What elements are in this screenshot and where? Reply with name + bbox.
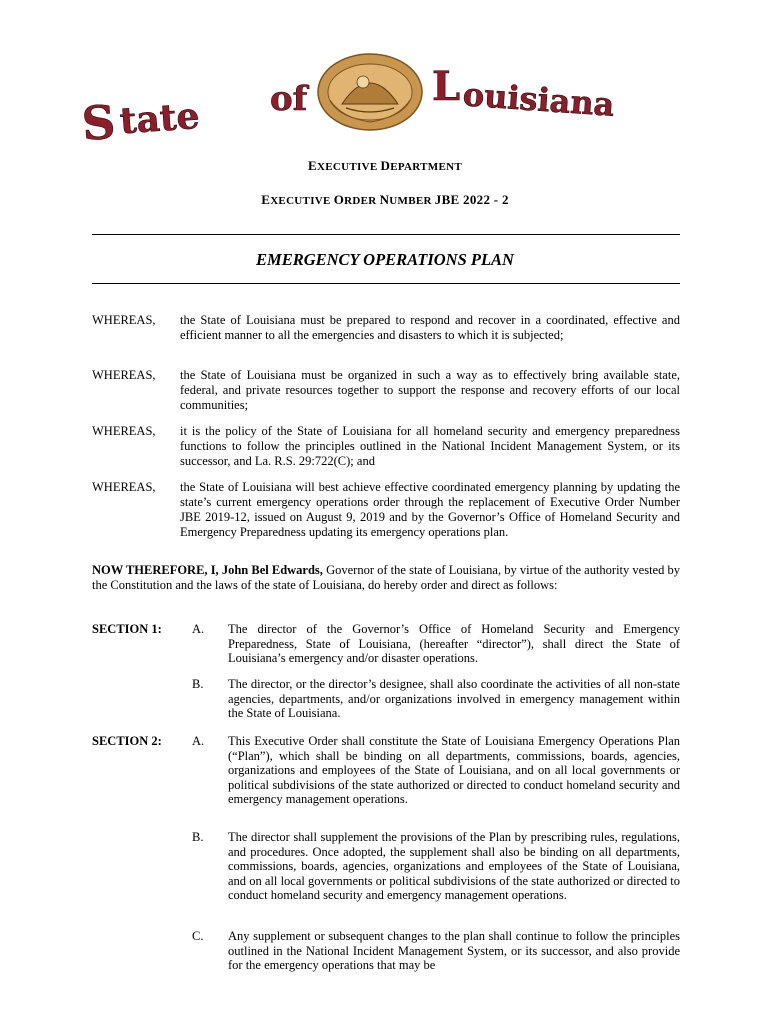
now-therefore-paragraph: [92, 563, 680, 593]
whereas-text: the State of Louisiana must be prepared to respond and recover in a coordinated, effective and efficient manner to all the emergencies and disasters to which it is subjected;: [180, 313, 680, 342]
item-letter: A.: [192, 622, 205, 636]
state-seal-logo: [80, 52, 680, 152]
svg-text:L: L: [432, 63, 461, 110]
whereas-text: the State of Louisiana will best achieve effective coordinated emergency planning by updating the state’s current emergency operations order through the replacement of Executive Order Number JBE 2019-12, issued on August 9, 2019 and by the Governor’s Office of Homeland Security and Emergency Preparedness updating its emergency operations plan.: [180, 480, 680, 539]
item-text: Any supplement or subsequent changes to the plan shall continue to follow the principles outlined in the National Incident Management System, or its successor, and also provide for the emergency operations that may be: [228, 929, 680, 973]
svg-text:S: S: [80, 94, 118, 151]
section-label: SECTION 2:: [92, 734, 162, 748]
item-letter: A.: [192, 734, 205, 748]
item-letter: B.: [192, 677, 204, 691]
department-heading: EXECUTIVE DEPARTMENT: [308, 158, 462, 173]
order-number-heading: EXECUTIVE ORDER NUMBER JBE 2022 - 2: [261, 192, 509, 207]
divider-top: [92, 234, 680, 235]
whereas-label: WHEREAS,: [92, 424, 156, 438]
item-letter: B.: [192, 830, 204, 844]
whereas-label: WHEREAS,: [92, 480, 156, 494]
masthead: [80, 52, 680, 152]
item-text: This Executive Order shall constitute the State of Louisiana Emergency Operations Plan (“Plan”), which shall be binding on all departments, commissions, boards, agencies, organizations and employees of the State of Louisiana, and on all local governments or political subdivisions of the state authorized or directed to conduct homeland security and emergency management operations.: [228, 734, 680, 807]
item-text: The director shall supplement the provisions of the Plan by prescribing rules, regulations, and procedures. Once adopted, the supplement shall also be binding on all departments, commissions, boards, agencies, organizations and employees of the State of Louisiana, and on all local governments or political subdivisions of the state authorized or directed to conduct homeland security and emergency management operations.: [228, 830, 680, 903]
divider-bottom: [92, 283, 680, 284]
pelican-seal-icon: [318, 54, 422, 130]
document-title: EMERGENCY OPERATIONS PLAN: [256, 250, 514, 269]
svg-text:tate: tate: [118, 94, 201, 143]
section-label: SECTION 1:: [92, 622, 162, 636]
whereas-text: the State of Louisiana must be organized in such a way as to effectively bring available state, federal, and private resources together to support the response and recovery efforts of our local communities;: [180, 368, 680, 412]
now-therefore-text: Governor of the state of Louisiana, by virtue of the authority vested by the Constitution and the laws of the state of Louisiana, do hereby order and direct as follows:: [92, 563, 681, 592]
item-letter: C.: [192, 929, 204, 943]
now-therefore-bold: NOW THEREFORE, I, John Bel Edwards,: [92, 563, 323, 577]
svg-text:of: of: [270, 79, 308, 119]
svg-text:ouisiana: ouisiana: [461, 75, 616, 124]
item-text: The director, or the director’s designee, shall also coordinate the activities of all non-state agencies, departments, and/or organizations involved in emergency management within the State of Louisiana.: [228, 677, 680, 721]
item-text: The director of the Governor’s Office of Homeland Security and Emergency Preparedness, State of Louisiana, (hereafter “director”), shall direct the State of Louisiana’s emergency and/or disaster operations.: [228, 622, 680, 666]
whereas-text: it is the policy of the State of Louisiana for all homeland security and emergency preparedness functions to follow the principles outlined in the National Incident Management System, or its successor, and La. R.S. 29:722(C); and: [180, 424, 680, 468]
whereas-label: WHEREAS,: [92, 368, 156, 382]
whereas-label: WHEREAS,: [92, 313, 156, 327]
